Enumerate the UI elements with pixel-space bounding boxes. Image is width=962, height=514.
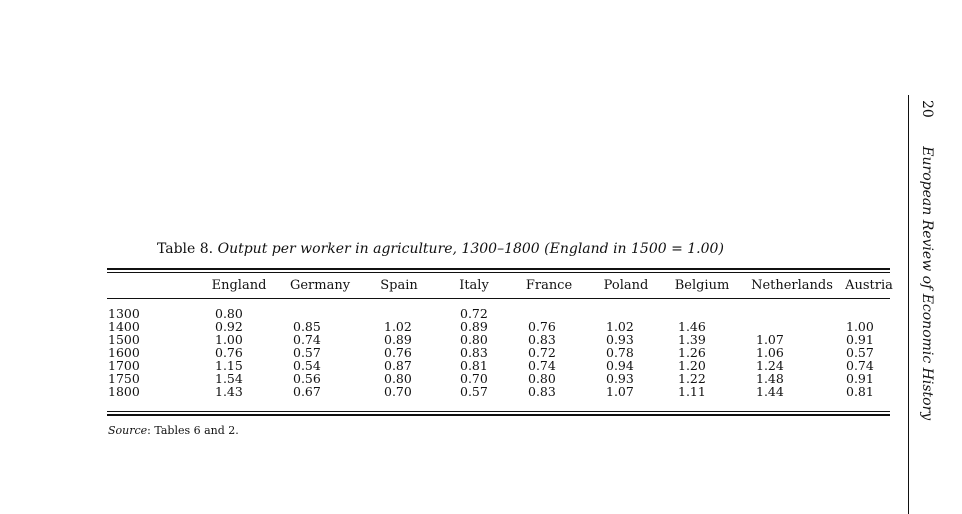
table-cell: 0.57 bbox=[293, 345, 321, 360]
table-cell: 1.11 bbox=[678, 384, 706, 399]
row-year: 1400 bbox=[108, 319, 140, 334]
table-cell: 0.85 bbox=[293, 319, 321, 334]
table-cell: 0.89 bbox=[384, 332, 412, 347]
column-header: Germany bbox=[289, 278, 351, 293]
table-cell: 0.74 bbox=[528, 358, 556, 373]
column-header: Austria bbox=[845, 278, 893, 293]
table-cell: 1.02 bbox=[384, 319, 412, 334]
table-cell: 0.94 bbox=[606, 358, 634, 373]
table-cell: 0.92 bbox=[215, 319, 243, 334]
table-cell: 0.72 bbox=[528, 345, 556, 360]
table-cell: 0.81 bbox=[460, 358, 488, 373]
header-rule bbox=[107, 298, 890, 299]
table-cell: 1.22 bbox=[678, 371, 706, 386]
top-rule bbox=[107, 268, 890, 270]
table-cell: 0.80 bbox=[384, 371, 412, 386]
table-cell: 1.07 bbox=[756, 332, 784, 347]
column-header: England bbox=[211, 278, 267, 293]
row-year: 1750 bbox=[108, 371, 140, 386]
table-cell: 1.15 bbox=[215, 358, 243, 373]
table-cell: 0.80 bbox=[528, 371, 556, 386]
table-cell: 0.83 bbox=[528, 384, 556, 399]
table-cell: 0.74 bbox=[846, 358, 874, 373]
table-cell: 0.56 bbox=[293, 371, 321, 386]
row-year: 1800 bbox=[108, 384, 140, 399]
table-source bbox=[108, 424, 239, 437]
table-cell: 1.00 bbox=[846, 319, 874, 334]
table-cell: 1.20 bbox=[678, 358, 706, 373]
table-cell: 0.83 bbox=[460, 345, 488, 360]
bottom-rule bbox=[107, 414, 890, 416]
table-cell: 0.81 bbox=[846, 384, 874, 399]
column-header: Spain bbox=[380, 278, 418, 293]
bottom-rule-thin bbox=[107, 411, 890, 412]
top-rule-thin bbox=[107, 272, 890, 273]
row-year: 1600 bbox=[108, 345, 140, 360]
table-cell: 1.02 bbox=[606, 319, 634, 334]
table-cell: 0.80 bbox=[215, 306, 243, 321]
table-cell: 0.91 bbox=[846, 332, 874, 347]
table-cell: 0.76 bbox=[384, 345, 412, 360]
table-cell: 0.76 bbox=[215, 345, 243, 360]
table-cell: 1.46 bbox=[678, 319, 706, 334]
source-text: : Tables 6 and 2. bbox=[147, 424, 239, 437]
table-cell: 0.72 bbox=[460, 306, 488, 321]
table-cell: 1.24 bbox=[756, 358, 784, 373]
table-cell: 0.74 bbox=[293, 332, 321, 347]
row-year: 1500 bbox=[108, 332, 140, 347]
table-cell: 1.06 bbox=[756, 345, 784, 360]
table-cell: 0.80 bbox=[460, 332, 488, 347]
source-label: Source bbox=[108, 424, 148, 437]
table-title: Output per worker in agriculture, 1300–1800 (England in 1500 = 1.00) bbox=[217, 241, 724, 257]
column-header: Italy bbox=[459, 278, 489, 293]
table-cell: 0.57 bbox=[460, 384, 488, 399]
table-cell: 0.93 bbox=[606, 332, 634, 347]
table-caption bbox=[157, 241, 724, 257]
table-cell: 1.44 bbox=[756, 384, 784, 399]
table-cell: 0.87 bbox=[384, 358, 412, 373]
margin-rule bbox=[908, 95, 909, 514]
table-cell: 1.48 bbox=[756, 371, 784, 386]
column-header: France bbox=[525, 278, 573, 293]
table-cell: 1.39 bbox=[678, 332, 706, 347]
running-head bbox=[919, 100, 935, 420]
table-cell: 0.93 bbox=[606, 371, 634, 386]
table-cell: 0.91 bbox=[846, 371, 874, 386]
table-cell: 0.54 bbox=[293, 358, 321, 373]
row-year: 1700 bbox=[108, 358, 140, 373]
table-cell: 1.07 bbox=[606, 384, 634, 399]
table-cell: 0.89 bbox=[460, 319, 488, 334]
table-cell: 0.78 bbox=[606, 345, 634, 360]
table-cell: 0.67 bbox=[293, 384, 321, 399]
column-header: Netherlands bbox=[751, 278, 833, 293]
table-label: Table 8. bbox=[157, 241, 214, 257]
row-year: 1300 bbox=[108, 306, 140, 321]
table-cell: 1.54 bbox=[215, 371, 243, 386]
table-cell: 0.70 bbox=[384, 384, 412, 399]
column-header: Belgium bbox=[674, 278, 730, 293]
table-cell: 1.26 bbox=[678, 345, 706, 360]
table-cell: 0.57 bbox=[846, 345, 874, 360]
table-cell: 1.43 bbox=[215, 384, 243, 399]
table-cell: 0.76 bbox=[528, 319, 556, 334]
column-header: Poland bbox=[603, 278, 649, 293]
table-cell: 0.83 bbox=[528, 332, 556, 347]
journal-title: European Review of Economic History bbox=[919, 146, 935, 421]
table-cell: 1.00 bbox=[215, 332, 243, 347]
page-number: 20 bbox=[919, 100, 935, 118]
table-cell: 0.70 bbox=[460, 371, 488, 386]
